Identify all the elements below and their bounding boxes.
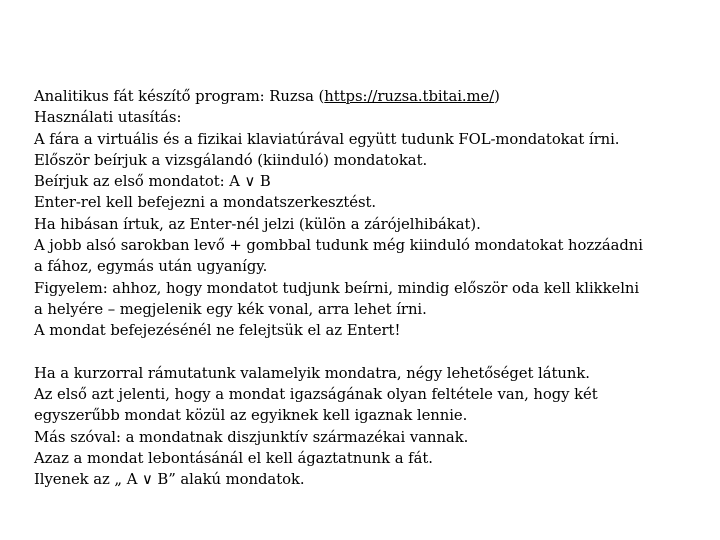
text-line bbox=[34, 107, 694, 128]
text-segment: ) bbox=[494, 88, 500, 105]
text-segment: a helyére – megjelenik egy kék vonal, arra lehet írni. bbox=[34, 300, 427, 318]
paragraph bbox=[34, 86, 694, 342]
ruzsa-url-link[interactable]: https://ruzsa.tbitai.me/ bbox=[324, 88, 495, 105]
text-line bbox=[34, 448, 694, 469]
text-line bbox=[34, 405, 694, 426]
text-line bbox=[34, 299, 694, 320]
text-line bbox=[34, 320, 694, 341]
text-line bbox=[34, 214, 694, 235]
text-line bbox=[34, 278, 694, 299]
text-segment: Enter-rel kell befejezni a mondatszerkesztést. bbox=[34, 194, 377, 212]
text-line bbox=[34, 384, 694, 405]
text-segment: egyszerűbb mondat közül az egyiknek kell igaznak lennie. bbox=[34, 407, 468, 425]
text-segment: A mondat befejezésénél ne felejtsük el az Entert! bbox=[34, 322, 401, 340]
text-segment: Ha a kurzorral rámutatunk valamelyik mondatra, négy lehetőséget látunk. bbox=[34, 364, 590, 382]
text-segment: A fára a virtuális és a fizikai klaviatúrával együtt tudunk FOL-mondatokat írni. bbox=[34, 130, 620, 148]
text-line bbox=[34, 235, 694, 256]
text-segment: Használati utasítás: bbox=[34, 109, 182, 127]
text-line bbox=[34, 129, 694, 150]
text-segment: Ilyenek az „ A ∨ B” alakú mondatok. bbox=[34, 471, 305, 489]
text-segment: Először beírjuk a vizsgálandó (kiinduló) mondatokat. bbox=[34, 151, 428, 169]
text-segment: Az első azt jelenti, hogy a mondat igazságának olyan feltétele van, hogy két bbox=[34, 386, 598, 404]
paragraph bbox=[34, 363, 694, 491]
text-segment: Azaz a mondat lebontásánál el kell ágaztatnunk a fát. bbox=[34, 450, 433, 468]
text-line bbox=[34, 192, 694, 213]
text-segment: a fához, egymás után ugyanígy. bbox=[34, 258, 268, 276]
instructions-text bbox=[34, 86, 694, 491]
text-line bbox=[34, 150, 694, 171]
text-segment: Beírjuk az első mondatot: A ∨ B bbox=[34, 173, 271, 191]
text-line bbox=[34, 427, 694, 448]
text-line bbox=[34, 469, 694, 490]
text-line bbox=[34, 171, 694, 192]
text-segment: Más szóval: a mondatnak diszjunktív származékai vannak. bbox=[34, 428, 469, 446]
text-line bbox=[34, 363, 694, 384]
text-segment: A jobb alsó sarokban levő + gombbal tudunk még kiinduló mondatokat hozzáadni bbox=[34, 237, 643, 255]
text-line bbox=[34, 86, 694, 107]
text-segment: Ha hibásan írtuk, az Enter-nél jelzi (külön a zárójelhibákat). bbox=[34, 215, 481, 233]
text-segment: Figyelem: ahhoz, hogy mondatot tudjunk beírni, mindig először oda kell klikkelni bbox=[34, 279, 640, 297]
text-segment: Analitikus fát készítő program: Ruzsa ( bbox=[34, 88, 325, 105]
text-line bbox=[34, 256, 694, 277]
